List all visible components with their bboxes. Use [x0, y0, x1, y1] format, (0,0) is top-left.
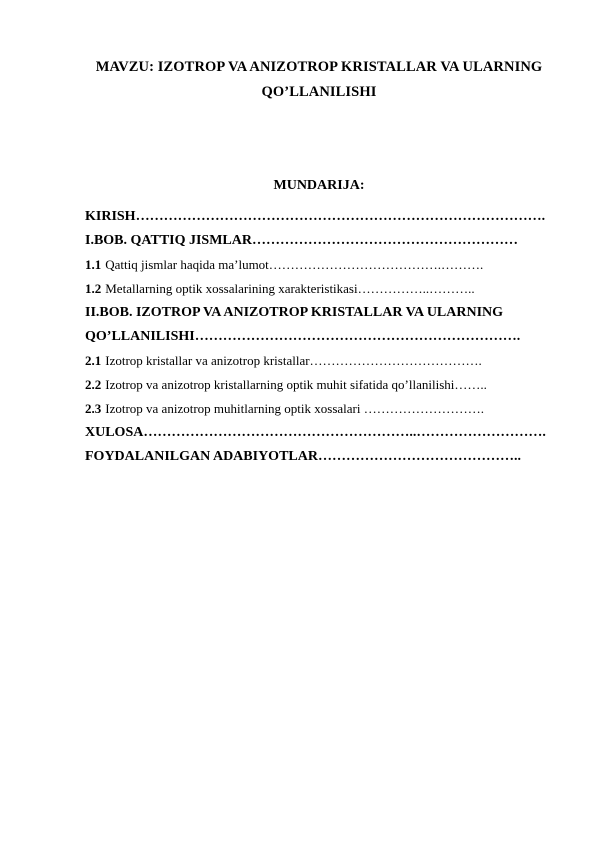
toc-entry	[85, 231, 555, 251]
document-title-line-2: QO’LLANILISHI	[261, 84, 377, 100]
toc-entry-number: 1.1	[85, 257, 102, 272]
toc-entry-text: Izotrop va anizotrop kristallarning optik muhit sifatida qo’llanilishi……..	[105, 377, 487, 392]
toc-entry	[85, 327, 555, 347]
toc-entry-text: QO’LLANILISHI…………………………………………………………….	[85, 329, 521, 344]
toc-entry	[85, 399, 555, 419]
toc-entry	[85, 423, 555, 443]
toc-entry	[85, 447, 555, 467]
toc-entry-text: Qattiq jismlar haqida ma’lumot………………………………….……….	[105, 257, 484, 272]
toc-entry	[85, 303, 555, 323]
contents-heading: MUNDARIJA:	[273, 178, 365, 193]
toc-entry-text: Metallarning optik xossalarining xarakteristikasi……………..………..	[105, 281, 475, 296]
toc-entry-text: Izotrop kristallar va anizotrop kristallar………………………………….	[105, 353, 482, 368]
toc-entry-text: XULOSA…………………………………………………..……………………….	[85, 425, 546, 440]
table-of-contents	[85, 207, 555, 471]
toc-entry	[85, 279, 555, 299]
toc-entry	[85, 207, 555, 227]
toc-entry-text: Izotrop va anizotrop muhitlarning optik xossalari ……………………….	[105, 401, 484, 416]
toc-entry	[85, 351, 555, 371]
document-title-line-1: MAVZU: IZOTROP VA ANIZOTROP KRISTALLAR VA ULARNING	[95, 59, 543, 75]
toc-entry-number: 2.1	[85, 353, 102, 368]
toc-entry-number: 1.2	[85, 281, 102, 296]
toc-entry-text: KIRISH…………………………………………………………………………….	[85, 209, 546, 224]
toc-entry	[85, 375, 555, 395]
toc-entry-text: I.BOB. QATTIQ JISMLAR…………………………………………………	[85, 233, 518, 248]
toc-entry-text: II.BOB. IZOTROP VA ANIZOTROP KRISTALLAR VA ULARNING	[85, 305, 504, 320]
toc-entry-text: FOYDALANILGAN ADABIYOTLAR……………………………………..	[85, 449, 521, 464]
toc-entry-number: 2.3	[85, 401, 102, 416]
toc-entry	[85, 255, 555, 275]
toc-entry-number: 2.2	[85, 377, 102, 392]
